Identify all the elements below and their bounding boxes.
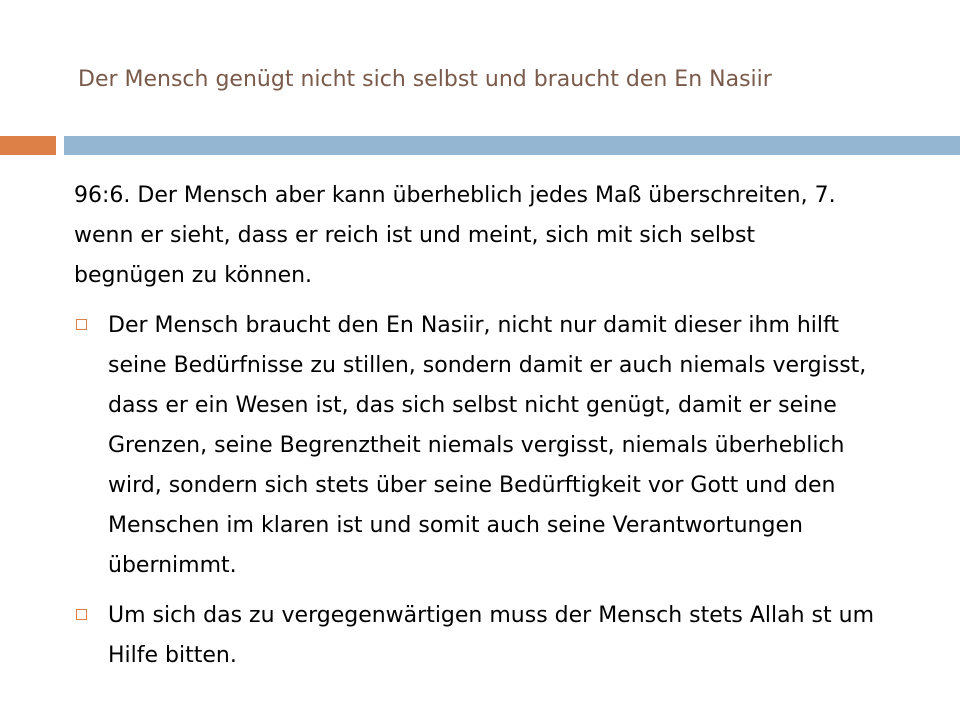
intro-paragraph: 96:6. Der Mensch aber kann überheblich jedes Maß überschreiten, 7. wenn er sieht, dass er reich ist und meint, sich mit sich selbst begnügen zu können.	[74, 183, 836, 288]
square-bullet-icon	[76, 319, 87, 330]
bullet-item	[74, 596, 874, 676]
bullet-text: Der Mensch braucht den En Nasiir, nicht nur damit dieser ihm hilft seine Bedürfnisse zu stillen, sondern damit er auch niemals vergisst, dass er ein Wesen ist, das sich selbst nicht genügt, damit er seine Grenzen, seine Begrenztheit niemals vergisst, niemals überheblich wird, sondern sich stets über seine Bedürftigkeit vor Gott und den Menschen im klaren ist und somit auch seine Verantwortungen übernimmt.	[108, 313, 867, 578]
divider-bar	[64, 136, 960, 155]
bullet-item	[74, 306, 874, 586]
bullet-list	[74, 306, 874, 686]
accent-bar	[0, 136, 56, 155]
bullet-text: Um sich das zu vergegenwärtigen muss der Mensch stets Allah st um Hilfe bitten.	[108, 603, 875, 668]
square-bullet-icon	[76, 609, 87, 620]
slide-title: Der Mensch genügt nicht sich selbst und braucht den En Nasiir	[78, 67, 772, 92]
